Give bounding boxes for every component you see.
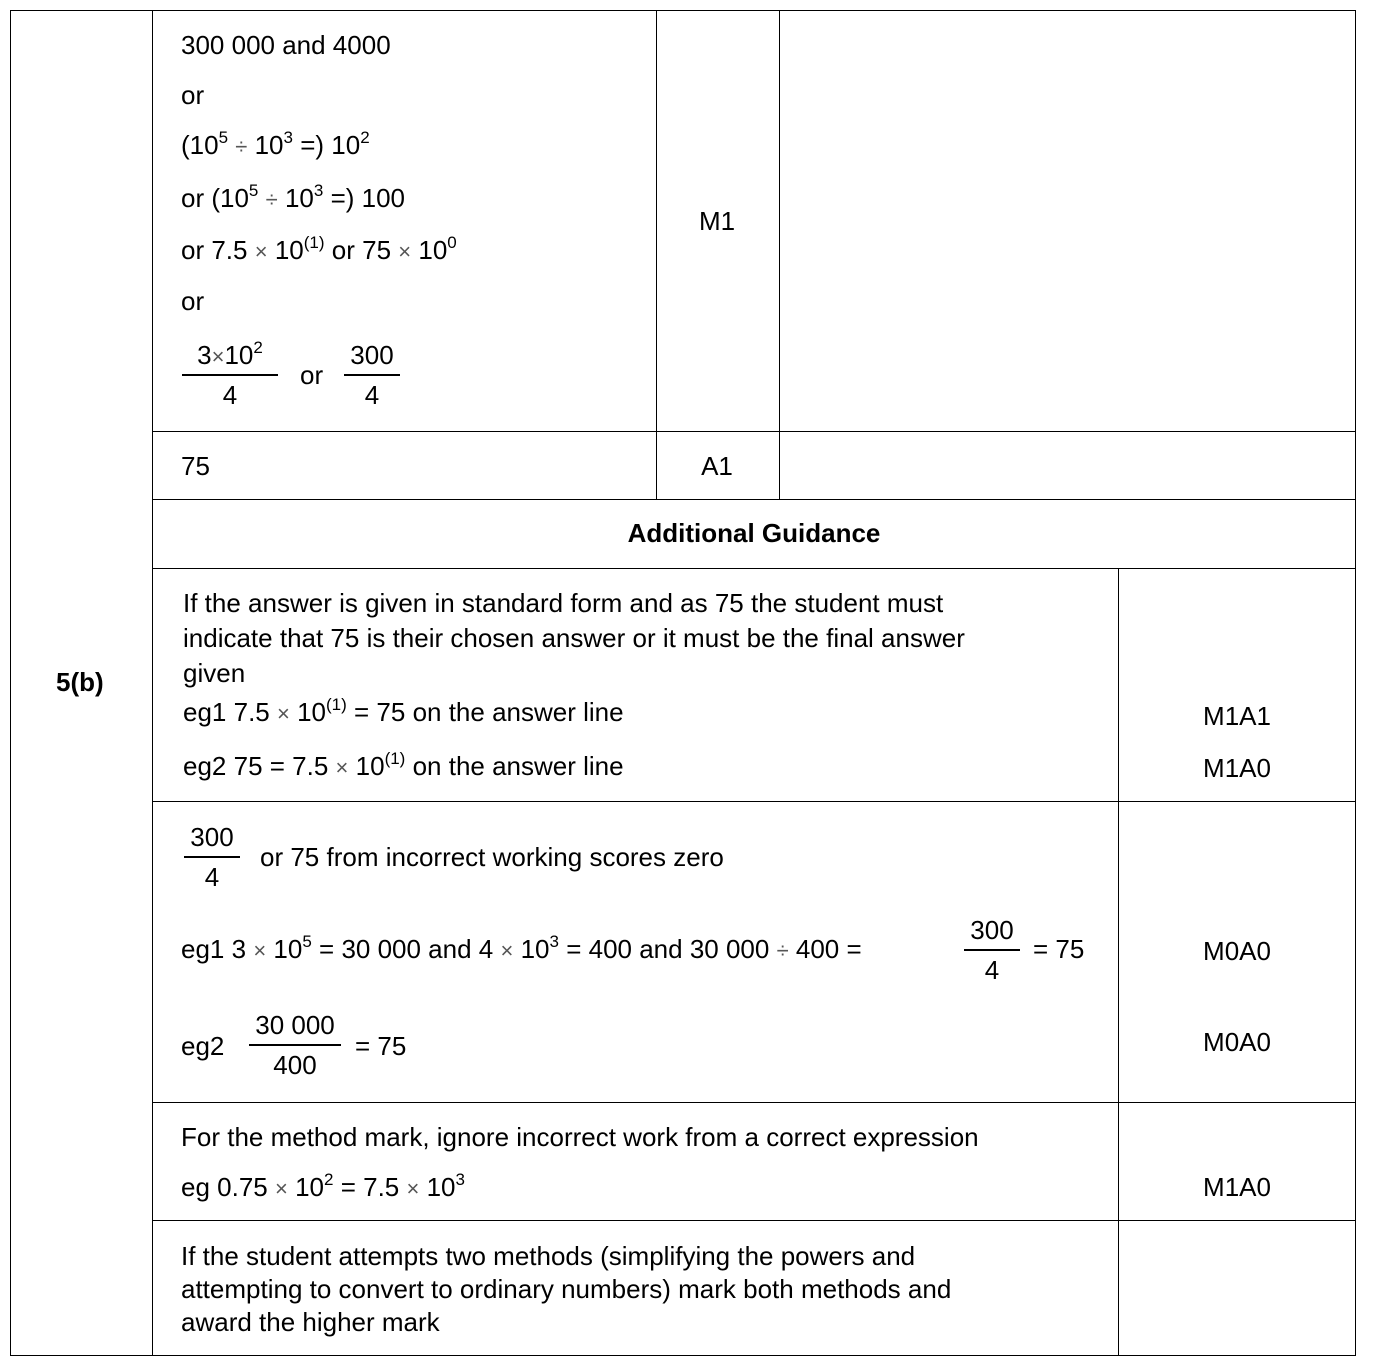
guidance-2-example-1-fraction: 300 4: [964, 917, 1020, 983]
mark-column-right-divider: [779, 10, 780, 500]
guidance-4-text-line-3: award the higher mark: [181, 1307, 440, 1337]
working-line-standard-form: or 7.5 × 10$^{(1)}$ or $75 \times 10^0$: [181, 233, 457, 265]
row-divider-1: [152, 431, 1356, 432]
table-border-right: [1355, 10, 1356, 1356]
mark-column-left-divider: [656, 10, 657, 500]
mark-a1: A1: [701, 451, 733, 481]
guidance-4-text-line-2: attempting to convert to ordinary numbers) mark both methods and: [181, 1274, 952, 1304]
question-column-divider: [152, 10, 153, 1356]
guidance-1-text-line-3: given: [183, 658, 246, 688]
additional-guidance-heading: Additional Guidance: [627, 518, 881, 548]
guidance-1-text-line-2: indicate that 75 is their chosen answer or it must be the final answer: [183, 623, 965, 653]
guidance-2-example-2-label: eg2: [181, 1031, 225, 1061]
working-line-power-hundred: or ($10^5 \div 10^3$ =) 100: [181, 181, 406, 213]
guidance-1-example-2: eg2 75 = 7.5 × 10$^{(1)}$ on the answer line: [183, 749, 624, 781]
table-border-top: [10, 10, 1356, 11]
mark-m1: M1: [698, 206, 736, 236]
guidance-3-text: For the method mark, ignore incorrect work from a correct expression: [181, 1122, 979, 1152]
working-line-values: 300 000 and 4000: [181, 30, 391, 60]
guidance-3-example: eg $0.75 \times 10^2 = 7.5 \times 10^3$: [181, 1170, 465, 1202]
guidance-2-example-1: eg1 $3 \times 10^5 = 30$ 000 and $4 \times 10^3 = 400$ and 30 000 ÷ 400 =: [181, 932, 862, 964]
working-or-1: or: [181, 80, 205, 110]
guidance-1-mark-2: M1A0: [1203, 753, 1271, 783]
working-line-power-division: ($10^5 \div 10^3$ =) $10^2$: [181, 128, 370, 160]
guidance-2-text: or 75 from incorrect working scores zero: [260, 842, 724, 872]
guidance-2-example-2-result: = 75: [355, 1031, 407, 1061]
guidance-2-mark-1: M0A0: [1203, 936, 1271, 966]
question-number: 5(b): [56, 667, 104, 697]
working-fraction-300: 300 4: [344, 342, 400, 408]
guidance-1-text-line-1: If the answer is given in standard form and as 75 the student must: [183, 588, 944, 618]
table-border-bottom: [10, 1355, 1356, 1356]
row-divider-5: [152, 1102, 1356, 1103]
guidance-4-text-line-1: If the student attempts two methods (simplifying the powers and: [181, 1241, 916, 1271]
table-border-left: [10, 10, 11, 1356]
working-or-2: or: [181, 286, 205, 316]
row-divider-3: [152, 568, 1356, 569]
guidance-2-mark-2: M0A0: [1203, 1027, 1271, 1057]
row-divider-6: [152, 1220, 1356, 1221]
working-or-3: or: [300, 360, 324, 390]
working-fraction-power: $3\times 10^2$ 4: [182, 342, 278, 408]
guidance-2-example-2-fraction: 30 000 400: [249, 1012, 341, 1078]
row-divider-4: [152, 801, 1356, 802]
guidance-1-example-1: eg1 7.5 × 10$^{(1)}$ = 75 on the answer line: [183, 695, 624, 727]
answer-value: 75: [181, 451, 210, 481]
guidance-3-mark: M1A0: [1203, 1172, 1271, 1202]
guidance-1-mark-1: M1A1: [1203, 701, 1271, 731]
row-divider-2: [152, 499, 1356, 500]
guidance-mark-divider: [1118, 568, 1119, 1356]
guidance-2-example-1-result: = 75: [1033, 934, 1085, 964]
guidance-2-fraction: 300 4: [184, 824, 240, 890]
